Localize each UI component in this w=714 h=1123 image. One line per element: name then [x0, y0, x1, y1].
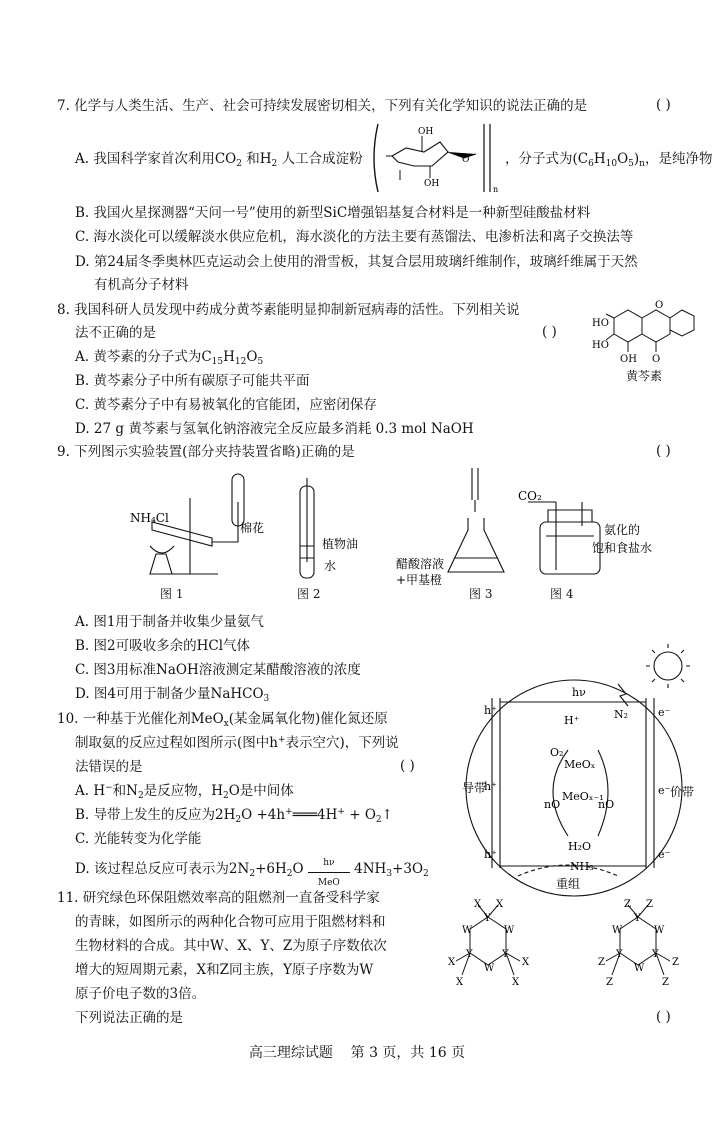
c2-y1: Y	[634, 913, 641, 924]
q7-option-d-cont: 有机高分子材料	[94, 277, 189, 293]
q11-compounds-figure	[440, 895, 700, 1005]
diagram-meox-1: MeOₓ₋₁	[562, 790, 604, 803]
baicalein-structure-figure	[592, 300, 702, 388]
diagram-h-plus-top: h⁺	[484, 704, 497, 717]
c2-z6: Z	[662, 977, 669, 988]
diagram-e-top: e⁻	[658, 706, 671, 719]
diagram-h-plus-ion: H⁺	[564, 714, 580, 727]
q8-option-a: A. 黄芩素的分子式为$C_{15}H_{12}O_5$	[75, 349, 264, 367]
fig2-oil: 植物油	[322, 537, 359, 551]
q7-stem: 7. 化学与人类生活、生产、社会可持续发展密切相关，下列有关化学知识的说法正确的是	[57, 98, 588, 114]
c2-z1: Z	[624, 899, 631, 910]
q9-answer-paren: ( )	[656, 443, 671, 459]
fig3-label-1: 醋酸溶液	[396, 557, 445, 571]
c2-w1: W	[654, 925, 665, 936]
diagram-valence-band: 价带	[670, 785, 695, 799]
q9-option-b: B. 图2可吸收多余的HCl气体	[75, 638, 251, 654]
c2-z5: Z	[672, 957, 679, 968]
c2-z3: Z	[598, 957, 605, 968]
q10-d-condition-top: hν	[323, 858, 335, 868]
diagram-meox: MeOₓ	[564, 758, 596, 771]
q11-stem-4: 增大的短周期元素，X和Z同主族，Y原子序数为W	[75, 962, 374, 978]
fig1-caption: 图 1	[160, 587, 184, 601]
q10-stem: 10. 一种基于光催化剂MeO$_x$(某金属氧化物)催化氮还原	[57, 711, 388, 729]
diagram-nh3: NH₃	[570, 860, 594, 873]
q11-stem-3: 生物材料的合成。其中W、X、Y、Z为原子序数依次	[75, 938, 387, 954]
fig4-label-1: 氨化的	[604, 523, 641, 537]
diagram-no-right: nO	[598, 798, 615, 811]
fig3-caption: 图 3	[469, 587, 493, 601]
fig2-caption: 图 2	[297, 587, 321, 601]
q11-answer-paren: ( )	[656, 1009, 671, 1025]
diagram-o2: O₂	[550, 746, 564, 759]
starch-structure-figure	[372, 122, 502, 194]
diagram-h-plus-mid: h⁺	[484, 780, 497, 793]
baicalein-label: 黄芩素	[626, 369, 663, 383]
q9-option-a: A. 图1用于制备并收集少量氨气	[75, 614, 264, 630]
q7-option-b: B. 我国火星探测器“天问一号”使用的新型SiC增强铝基复合材料是一种新型硅酸盐材料	[75, 205, 591, 221]
q7-option-c: C. 海水淡化可以缓解淡水供应危机，海水淡化的方法主要有蒸馏法、电渗析法和离子交换法等	[75, 229, 634, 245]
q9-option-c: C. 图3用标准NaOH溶液测定某醋酸溶液的浓度	[75, 662, 361, 678]
starch-n: n	[493, 185, 499, 194]
fig4-label-2: 饱和食盐水	[592, 541, 653, 555]
fig1-cotton: 棉花	[240, 521, 265, 535]
q10-option-d: D. 该过程总反应可表示为$2N_2+6H_2O$ hν MeO $4NH_3+3O_2$	[75, 860, 429, 878]
baicalein-ring-o: O	[655, 300, 664, 311]
diagram-e-bottom: e⁻	[658, 848, 671, 861]
diagram-h2o: H₂O	[568, 840, 592, 853]
fig4-caption: 图 4	[550, 587, 574, 601]
baicalein-ho-bottom: HO	[592, 340, 609, 351]
c1-x2: X	[496, 899, 504, 910]
c1-x4: X	[456, 977, 464, 988]
q9-stem: 9. 下列图示实验装置(部分夹持装置省略)正确的是	[57, 444, 355, 460]
fig1-reagent: NH₄Cl	[130, 511, 169, 525]
q11-stem-5: 原子价电子数的3倍。	[75, 986, 206, 1002]
q10-answer-paren: ( )	[400, 758, 415, 774]
q9-figure-1-2	[122, 470, 362, 600]
starch-o: O	[462, 155, 470, 165]
q7-option-a-formula: ，分子式为$(C_6H_{10}O_5)_n$，是纯净物	[505, 151, 713, 169]
c2-y3: Y	[652, 949, 659, 960]
q7-answer-paren: ( )	[656, 97, 671, 113]
baicalein-ketone-o: O	[652, 354, 661, 365]
diagram-hv: hν	[572, 686, 586, 699]
c1-x3: X	[448, 957, 456, 968]
page-footer: 高三理综试题 第 3 页，共 16 页	[248, 1045, 466, 1061]
q7-option-d: D. 第24届冬季奥林匹克运动会上使用的滑雪板，其复合层用玻璃纤维制作，玻璃纤维属于天然	[75, 254, 638, 270]
q11-stem: 11. 研究绿色环保阻燃效率高的阻燃剂一直备受科学家	[57, 890, 380, 906]
diagram-h-plus-bottom: h⁺	[484, 848, 497, 861]
c1-y1: Y	[484, 913, 491, 924]
photocatalysis-diagram	[448, 640, 708, 900]
diagram-conduction-band: 导带	[462, 781, 487, 795]
fig3-label-2: +甲基橙	[396, 573, 443, 587]
q9-option-d: D. 图4可用于制备少量NaHCO$_3$	[75, 686, 270, 704]
q10-option-a: A. H−和$N_2$是反应物，$H_2O$是中间体	[75, 783, 294, 801]
c2-z4: Z	[606, 977, 613, 988]
q10-option-b: B. 导带上发生的反应为$2H_2O$ +4h+═══4H+ + $O_2↑$	[75, 807, 393, 825]
q8-option-d: D. 27 g 黄芩素与氢氧化钠溶液完全反应最多消耗 0.3 mol NaOH	[75, 421, 474, 437]
fig4-gas: CO₂	[518, 489, 542, 503]
c2-z2: Z	[646, 899, 653, 910]
baicalein-oh: OH	[620, 354, 637, 365]
starch-oh-top: OH	[418, 127, 434, 137]
q7-option-a: A. 我国科学家首次利用$CO_2$ 和$H_2$ 人工合成淀粉	[75, 151, 363, 169]
c1-w3: W	[484, 963, 495, 974]
c1-w1: W	[504, 925, 515, 936]
starch-oh-bottom: OH	[424, 179, 440, 189]
fig2-water: 水	[324, 559, 337, 573]
q9-figure-3-4	[396, 466, 653, 587]
q11-stem-2: 的青睐，如图所示的两种化合物可应用于阻燃材料和	[75, 914, 386, 930]
q10-option-c: C. 光能转变为化学能	[75, 831, 202, 847]
c2-w3: W	[634, 963, 645, 974]
c1-y3: Y	[502, 949, 509, 960]
q10-stem-cont: 制取氨的反应过程如图所示(图中h+表示空穴)，下列说	[75, 735, 399, 751]
c1-x6: X	[512, 977, 520, 988]
q8-option-b: B. 黄芩素分子中所有碳原子可能共平面	[75, 373, 310, 389]
c1-x5: X	[522, 957, 530, 968]
diagram-no-left: nO	[544, 798, 561, 811]
q8-stem: 8. 我国科研人员发现中药成分黄芩素能明显抑制新冠病毒的活性。下列相关说	[57, 302, 520, 318]
q8-stem-cont: 法不正确的是	[75, 325, 156, 341]
q8-option-c: C. 黄芩素分子中有易被氧化的官能团，应密闭保存	[75, 397, 377, 413]
c2-y2: Y	[616, 949, 623, 960]
c2-w2: W	[612, 925, 623, 936]
c1-x1: X	[474, 899, 482, 910]
q8-answer-paren: ( )	[542, 324, 557, 340]
q11-stem-6: 下列说法正确的是	[75, 1010, 183, 1026]
diagram-recombination: 重组	[556, 877, 581, 891]
diagram-e-mid: e⁻	[658, 784, 671, 797]
c1-y2: Y	[466, 949, 473, 960]
q10-stem-cont2: 法错误的是	[75, 759, 143, 775]
baicalein-ho-top: HO	[592, 318, 609, 329]
c1-w2: W	[462, 925, 473, 936]
diagram-n2: N₂	[614, 708, 629, 721]
q10-d-condition-bottom: MeO	[317, 878, 340, 888]
